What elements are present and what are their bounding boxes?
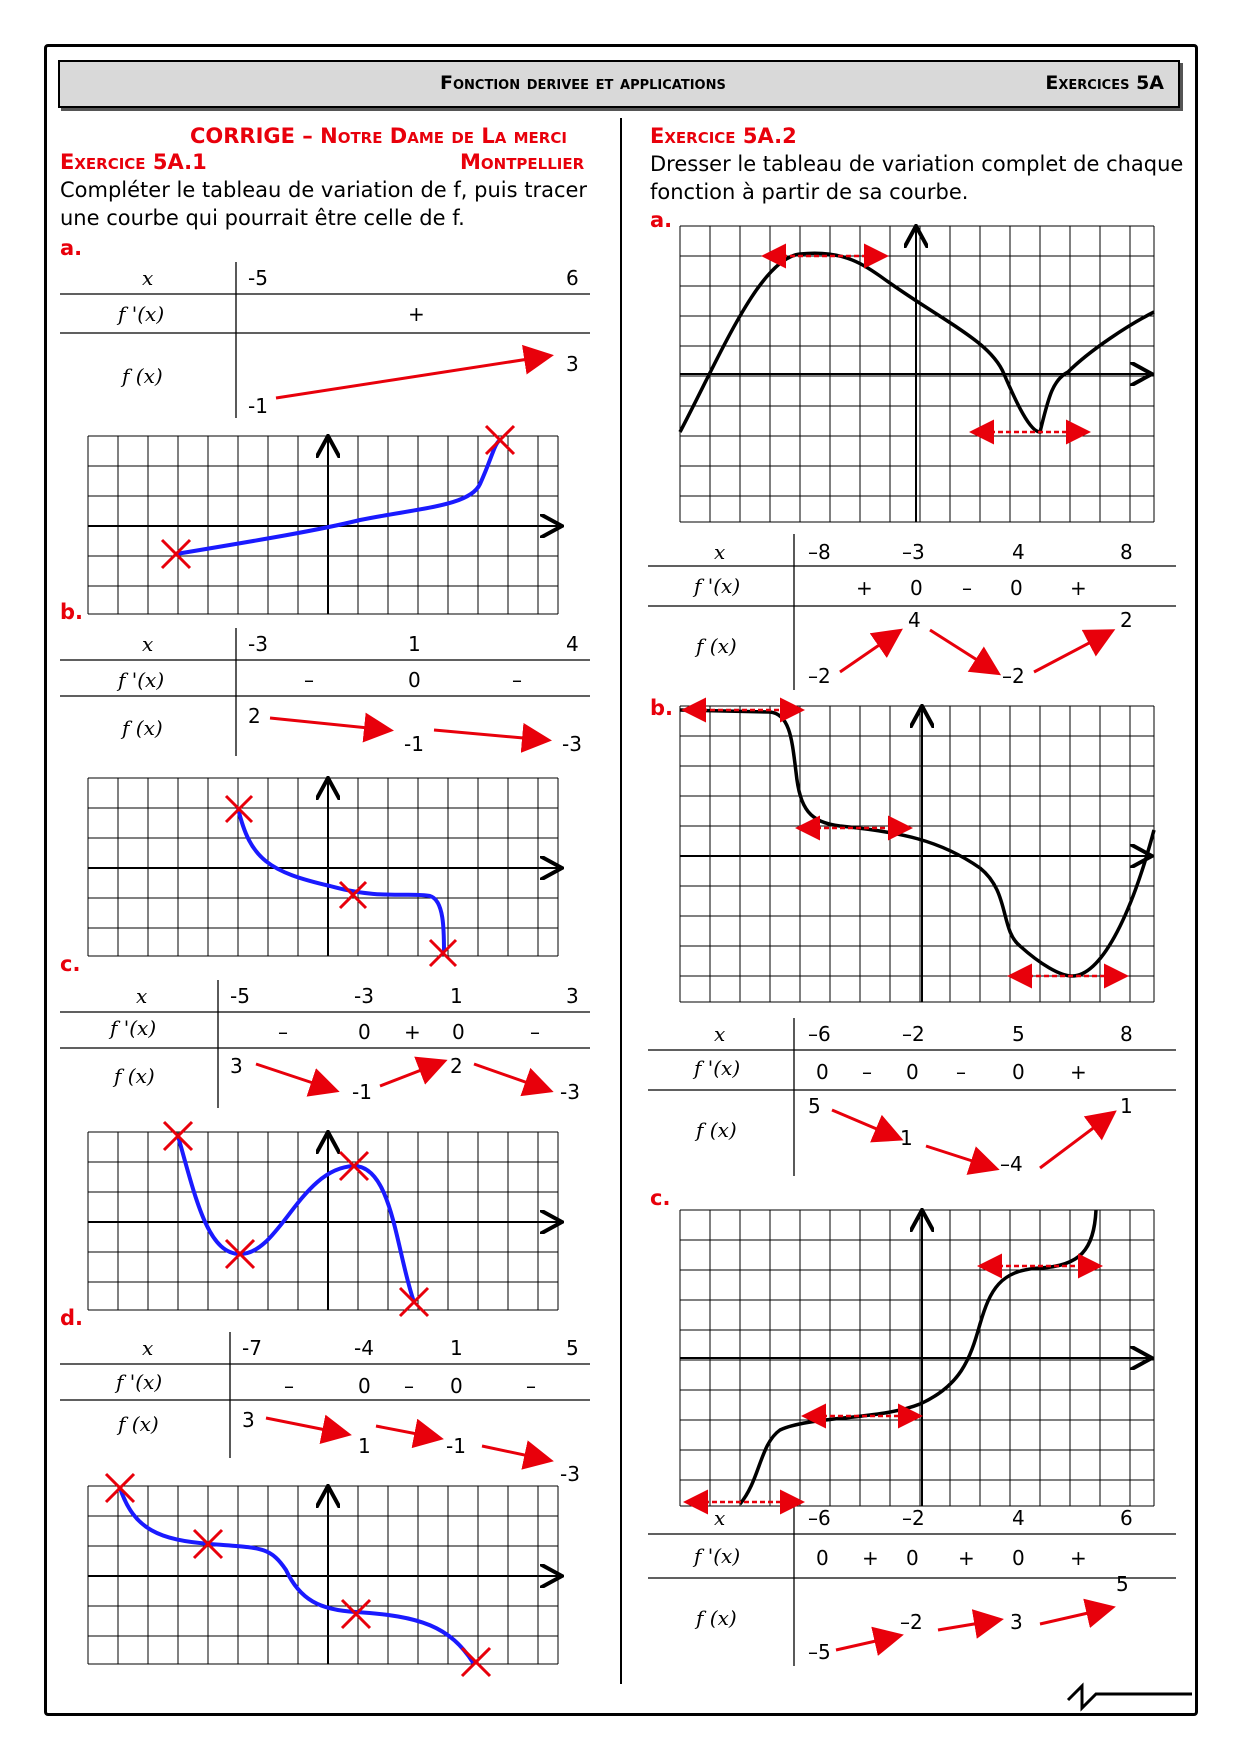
t1d-x-3: 5: [566, 1336, 579, 1360]
t1a-x-label: x: [142, 266, 154, 290]
t2c-f-label: f (x): [696, 1606, 737, 1630]
variation-arrows-left: [256, 356, 548, 1460]
graph-2a: [680, 226, 1154, 522]
t2c-f-2: 3: [1010, 1610, 1023, 1634]
t1c-x-3: 3: [566, 984, 579, 1008]
t2c-sign-3: +: [958, 1546, 975, 1570]
t2c-sign-0: 0: [816, 1546, 829, 1570]
right-instruction-1: Dresser le tableau de variation complet de chaque: [650, 152, 1184, 176]
t1c-sign-2: +: [404, 1020, 421, 1044]
t2a-f-2: –2: [1002, 664, 1025, 688]
t1d-sign-1: 0: [358, 1374, 371, 1398]
table-lines-right: [648, 534, 1176, 1666]
t1b-f-2: -3: [562, 732, 582, 756]
t2b-sign-3: –: [956, 1060, 966, 1084]
t1b-f-0: 2: [248, 704, 261, 728]
t1a-x-0: -5: [248, 266, 268, 290]
t1d-sign-0: –: [284, 1374, 294, 1398]
t2b-x-2: 5: [1012, 1022, 1025, 1046]
footer-mark: [1068, 1686, 1192, 1708]
t1b-sign-0: –: [304, 668, 314, 692]
graph-2b: [680, 706, 1154, 1002]
t2a-x-2: 4: [1012, 540, 1025, 564]
graph-2c: [680, 1210, 1154, 1506]
t1c-x-2: 1: [450, 984, 463, 1008]
t2c-sign-5: +: [1070, 1546, 1087, 1570]
t2a-x-3: 8: [1120, 540, 1133, 564]
t1b-sign-1: 0: [408, 668, 421, 692]
t2b-sign-2: 0: [906, 1060, 919, 1084]
t1c-x-label: x: [136, 984, 148, 1008]
t2b-f-2: –4: [1000, 1152, 1023, 1176]
t1a-fprime-label: f '(x): [118, 302, 165, 326]
part-label-1c: c.: [60, 952, 81, 976]
exercise-5a1-title: Exercice 5A.1: [60, 150, 207, 174]
t2c-x-0: –6: [808, 1506, 831, 1530]
t1d-sign-4: –: [526, 1374, 536, 1398]
t2c-sign-2: 0: [906, 1546, 919, 1570]
t1c-sign-4: –: [530, 1020, 540, 1044]
exercise-5a2-title: Exercice 5A.2: [650, 124, 797, 148]
t1c-f-label: f (x): [114, 1064, 155, 1088]
t2b-sign-4: 0: [1012, 1060, 1025, 1084]
t2b-fprime-label: f '(x): [694, 1056, 741, 1080]
header-title: Fonction derivee et applications: [440, 72, 726, 94]
t2b-f-1: 1: [900, 1126, 913, 1150]
t1d-sign-2: –: [404, 1374, 414, 1398]
t1b-f-label: f (x): [122, 716, 163, 740]
t1d-f-3: -3: [560, 1462, 580, 1486]
t1c-fprime-label: f '(x): [110, 1016, 157, 1040]
t1a-f-label: f (x): [122, 364, 163, 388]
t2c-sign-1: +: [862, 1546, 879, 1570]
t2a-f-label: f (x): [696, 634, 737, 658]
t1b-x-0: -3: [248, 632, 268, 656]
t1a-f-1: 3: [566, 352, 579, 376]
t2b-f-3: 1: [1120, 1094, 1133, 1118]
t2c-f-0: –5: [808, 1640, 831, 1664]
t2c-f-3: 5: [1116, 1572, 1129, 1596]
t1d-x-label: x: [142, 1336, 154, 1360]
t1c-sign-0: –: [278, 1020, 288, 1044]
t2a-sign-1: 0: [910, 576, 923, 600]
part-label-1d: d.: [60, 1306, 84, 1330]
t1d-f-label: f (x): [118, 1412, 159, 1436]
t2b-x-label: x: [714, 1022, 726, 1046]
t2b-x-1: –2: [902, 1022, 925, 1046]
t2a-fprime-label: f '(x): [694, 574, 741, 598]
graph-1d: [88, 1474, 560, 1676]
city-label: Montpellier: [460, 150, 585, 174]
t2a-x-1: –3: [902, 540, 925, 564]
t1a-f-0: -1: [248, 394, 268, 418]
t1d-f-1: 1: [358, 1434, 371, 1458]
corrige-title: CORRIGE – Notre Dame de La merci: [190, 124, 567, 148]
t1b-x-1: 1: [408, 632, 421, 656]
t2c-f-1: –2: [900, 1610, 923, 1634]
t1a-sign-0: +: [408, 302, 425, 326]
graph-1a: [88, 426, 560, 614]
part-label-2a: a.: [650, 208, 673, 232]
t1c-f-2: 2: [450, 1054, 463, 1078]
t2a-sign-4: +: [1070, 576, 1087, 600]
t2a-sign-2: –: [962, 576, 972, 600]
t1c-f-3: -3: [560, 1080, 580, 1104]
t1b-f-1: -1: [404, 732, 424, 756]
t2c-x-3: 6: [1120, 1506, 1133, 1530]
instruction-line-1: Compléter le tableau de variation de f, puis tracer: [60, 178, 588, 202]
right-instruction-2: fonction à partir de sa courbe.: [650, 180, 969, 204]
t2b-f-label: f (x): [696, 1118, 737, 1142]
t2a-f-0: –2: [808, 664, 831, 688]
t2b-sign-0: 0: [816, 1060, 829, 1084]
t2b-sign-5: +: [1070, 1060, 1087, 1084]
t1c-sign-1: 0: [358, 1020, 371, 1044]
header-series: Exercices 5A: [1045, 72, 1164, 94]
t2c-sign-4: 0: [1012, 1546, 1025, 1570]
t1b-sign-2: –: [512, 668, 522, 692]
t1a-x-1: 6: [566, 266, 579, 290]
t2b-x-0: –6: [808, 1022, 831, 1046]
t1c-sign-3: 0: [452, 1020, 465, 1044]
t2c-x-label: x: [714, 1506, 726, 1530]
t2b-sign-1: –: [862, 1060, 872, 1084]
t2c-x-2: 4: [1012, 1506, 1025, 1530]
t2a-sign-0: +: [856, 576, 873, 600]
t1d-x-2: 1: [450, 1336, 463, 1360]
t1d-f-2: -1: [446, 1434, 466, 1458]
t2b-x-3: 8: [1120, 1022, 1133, 1046]
instruction-line-2: une courbe qui pourrait être celle de f.: [60, 206, 465, 230]
graph-1b: [88, 778, 560, 966]
t1c-f-0: 3: [230, 1054, 243, 1078]
t1d-fprime-label: f '(x): [116, 1370, 163, 1394]
t2a-x-0: –8: [808, 540, 831, 564]
t1b-fprime-label: f '(x): [118, 668, 165, 692]
t1d-x-0: -7: [242, 1336, 262, 1360]
part-label-2b: b.: [650, 696, 674, 720]
t1c-f-1: -1: [352, 1080, 372, 1104]
t2c-x-1: –2: [902, 1506, 925, 1530]
t2a-x-label: x: [714, 540, 726, 564]
t2a-sign-3: 0: [1010, 576, 1023, 600]
t1c-x-0: -5: [230, 984, 250, 1008]
t1b-x-2: 4: [566, 632, 579, 656]
t2a-f-1: 4: [908, 608, 921, 632]
t2c-fprime-label: f '(x): [694, 1544, 741, 1568]
t2a-f-3: 2: [1120, 608, 1133, 632]
t1c-x-1: -3: [354, 984, 374, 1008]
t2b-f-0: 5: [808, 1094, 821, 1118]
t1d-f-0: 3: [242, 1408, 255, 1432]
t1d-x-1: -4: [354, 1336, 374, 1360]
part-label-2c: c.: [650, 1186, 671, 1210]
table-lines-left: [60, 262, 590, 1458]
part-label-1b: b.: [60, 600, 84, 624]
t1b-x-label: x: [142, 632, 154, 656]
t1d-sign-3: 0: [450, 1374, 463, 1398]
part-label-1a: a.: [60, 236, 83, 260]
graph-1c: [88, 1122, 560, 1316]
